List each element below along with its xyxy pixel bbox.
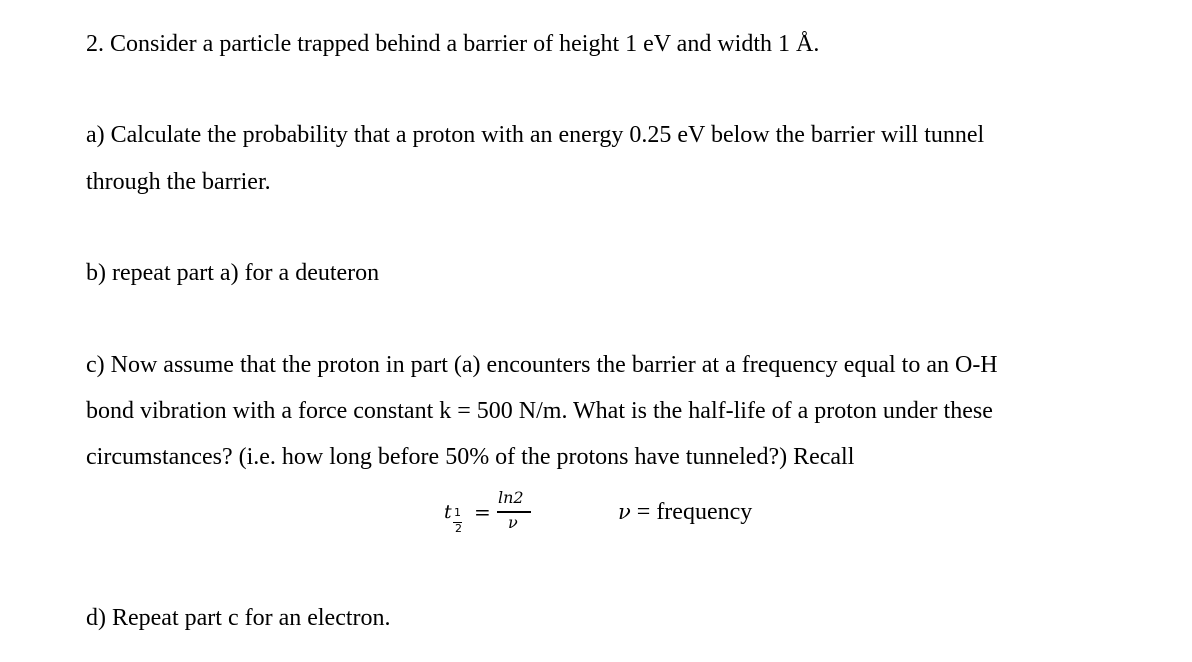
formula-equals: =	[474, 500, 491, 524]
formula-numerator: ln2	[498, 488, 524, 507]
part-c-line-2: bond vibration with a force constant k = 500 N/m. What is the half-life of a proton under these	[86, 398, 993, 424]
part-b-line-1: b) repeat part a) for a deuteron	[86, 260, 380, 286]
half-life-formula	[440, 488, 540, 544]
formula-t-symbol: t	[444, 501, 452, 523]
question-title: 2. Consider a particle trapped behind a barrier of height 1 eV and width 1 Å.	[86, 31, 820, 57]
nu-definition-text: = frequency	[630, 499, 753, 525]
formula-subscript-numerator: 1	[454, 506, 461, 519]
part-c-line-1: c) Now assume that the proton in part (a) encounters the barrier at a frequency equal to an O-H	[86, 352, 998, 378]
formula-subscript-denominator: 2	[455, 522, 462, 535]
part-d-line-1: d) Repeat part c for an electron.	[86, 605, 391, 631]
nu-symbol: ν	[618, 500, 631, 524]
part-a-line-1: a) Calculate the probability that a proton with an energy 0.25 eV below the barrier will tunnel	[86, 122, 985, 148]
part-a-line-2: through the barrier.	[86, 169, 271, 195]
nu-definition	[618, 498, 752, 526]
part-c-line-3: circumstances? (i.e. how long before 50% of the protons have tunneled?) Recall	[86, 444, 855, 470]
formula-denominator: ν	[508, 513, 518, 532]
